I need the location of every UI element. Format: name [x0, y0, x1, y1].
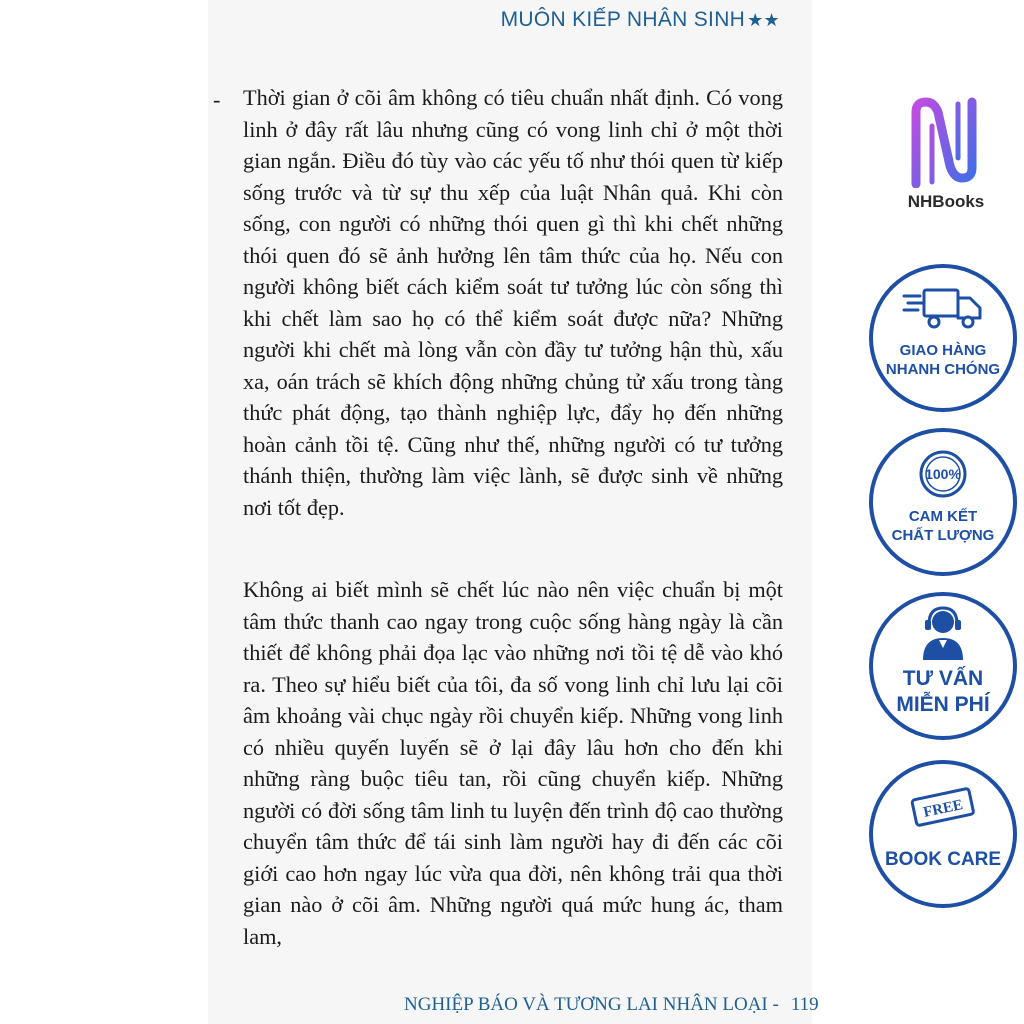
nhbooks-logo-icon — [906, 96, 986, 188]
chapter-title: NGHIỆP BÁO VÀ TƯƠNG LAI NHÂN LOẠI - — [404, 994, 779, 1015]
badge-label: CAM KẾT CHẤT LƯỢNG — [891, 508, 995, 544]
free-consultation-badge — [869, 592, 1017, 740]
book-title: MUÔN KIẾP NHÂN SINH — [500, 8, 746, 31]
page-number: 119 — [790, 994, 819, 1015]
paragraph-text: Thời gian ở cõi âm không có tiêu chuẩn nhất định. Có vong linh ở đây rất lâu nhưng cũng có vong linh chỉ ở một thời gian ngắn. Điều đó tùy vào các yếu tố như thói quen từ kiếp sống trước và từ sự thu xếp của luật Nhân quả. Khi còn sống, con người có những thói quen gì thì khi chết những thói quen đó sẽ ảnh hưởng lên tâm thức của họ. Nếu con người không biết cách kiểm soát tư tưởng lúc còn sống thì khi chết làm sao họ có thể kiểm soát được nữa? Những người khi chết mà lòng vẫn còn đầy tư tưởng hận thù, xấu xa, oán trách sẽ khích động những chủng tử xấu trong tàng thức phát động, tạo thành nghiệp lực, đẩy họ đến những hoàn cảnh tồi tệ. Cũng như thế, những người có tư tưởng thánh thiện, thường làm việc lành, sẽ được sinh về những nơi tốt đẹp. — [243, 85, 783, 520]
quality-percent: 100% — [925, 466, 961, 482]
badge-label: TƯ VẤN MIỄN PHÍ — [896, 667, 990, 717]
seal-icon — [913, 446, 973, 502]
star-icon: ★★ — [747, 10, 780, 30]
logo-label: NHBooks — [907, 192, 985, 211]
badge-label: BOOK CARE — [884, 849, 1002, 870]
paragraph-text: Không ai biết mình sẽ chết lúc nào nên việc chuẩn bị một tâm thức thanh cao ngay trong cuộc sống hàng ngày là cần thiết để không phải đọa lạc vào những nơi tồi tệ dễ vào khó ra. Theo sự hiểu biết của tôi, đa số vong linh chỉ lưu lại cõi âm khoảng vài chục ngày rồi chuyển kiếp. Những vong linh có nhiều quyến luyến sẽ ở lại đây lâu hơn cho đến khi những ràng buộc tiêu tan, rồi cũng chuyển kiếp. Những người có đời sống tâm linh tu luyện đến trình độ cao thường chuyển tâm thức để tái sinh làm người hay đi đến các cõi giới cao hơn ngay lúc vừa qua đời, nên không trải qua thời gian nào ở cõi âm. Những người quá mức hung ác, tham lam, — [243, 577, 783, 949]
quality-guarantee-badge — [869, 428, 1017, 576]
book-care-badge — [869, 760, 1017, 908]
running-footer — [404, 994, 819, 1016]
stamp-text: FREE — [921, 796, 965, 821]
body-paragraph — [243, 574, 783, 952]
truck-icon — [902, 286, 984, 330]
running-header — [501, 8, 780, 32]
fast-shipping-badge — [869, 264, 1017, 412]
free-stamp-icon — [908, 782, 978, 834]
badge-label: GIAO HÀNG NHANH CHÓNG — [885, 342, 1001, 378]
bullet-dash: - — [213, 87, 221, 112]
support-agent-icon — [917, 604, 969, 662]
body-paragraph — [243, 82, 783, 523]
nhbooks-logo — [900, 96, 992, 231]
